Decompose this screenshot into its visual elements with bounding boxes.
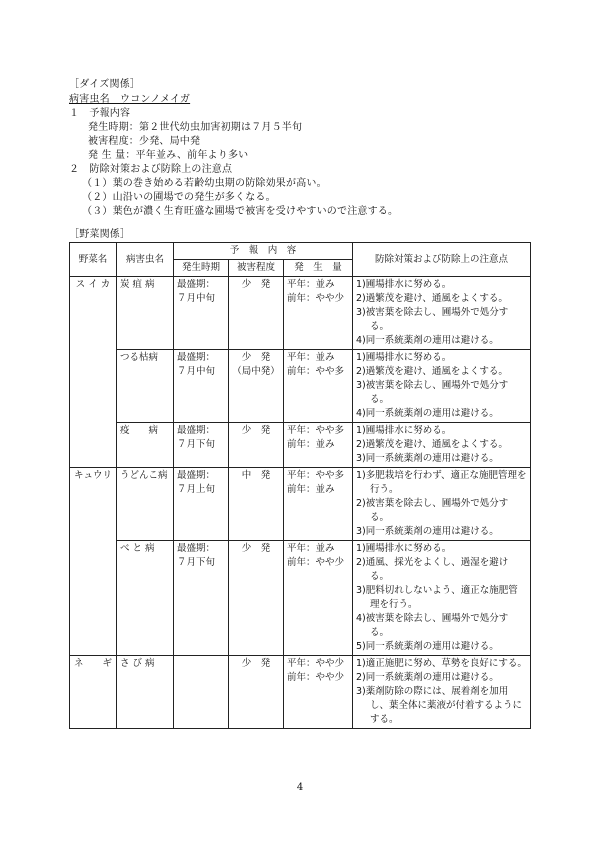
crop-name: ネ ギ — [73, 658, 112, 669]
damage-level-cell — [229, 350, 284, 423]
control-measures-list — [356, 469, 527, 539]
occurrence-amount: 前年：並み — [287, 484, 335, 495]
occurrence-timing: ７月中旬 — [177, 366, 216, 377]
header-measures: 防除対策および防除上の注意点 — [353, 243, 531, 277]
occurrence-amount-cell — [284, 541, 353, 656]
control-measure-item: 3)被害葉を除去し、圃場外で処分する。 — [356, 307, 509, 332]
control-measures-cell — [353, 656, 531, 729]
occurrence-timing: 最盛期： — [177, 279, 216, 290]
damage-level: 中 発 — [241, 470, 271, 481]
damage-level-cell — [229, 541, 284, 656]
occurrence-timing: 最盛期： — [177, 543, 216, 554]
control-measure-item: 3)薬剤防除の際には、展着剤を加用し、葉全体に薬液が付着するようにする。 — [356, 686, 523, 725]
control-measure-item: 3)被害葉を除去し、圃場外で処分する。 — [356, 380, 509, 405]
forecast-item: 被害程度：少発、局中発 — [88, 136, 201, 147]
control-measure-item: 2)過繁茂を避け、通風をよくする。 — [356, 293, 508, 304]
occurrence-timing: 最盛期： — [177, 352, 216, 363]
pest-name: つる枯病 — [120, 352, 159, 363]
control-measure-item: 2)同一系統薬剤の連用は避ける。 — [356, 672, 499, 683]
control-measures-cell — [353, 541, 531, 656]
damage-level: 少 発 — [241, 543, 271, 554]
occurrence-timing: 最盛期： — [177, 425, 216, 436]
pest-name-cell — [117, 541, 174, 656]
pest-name-cell — [117, 468, 174, 541]
occurrence-amount: 平年：並み — [287, 279, 335, 290]
control-measure-item: 5)同一系統薬剤の連用は避ける。 — [356, 641, 499, 652]
control-measures-list — [356, 542, 527, 654]
control-measure-item: 4)被害葉を除去し、圃場外で処分する。 — [356, 613, 509, 638]
crop-name-cell — [70, 277, 117, 468]
occurrence-amount-cell — [284, 468, 353, 541]
occurrence-timing-cell — [174, 423, 229, 468]
control-measure-item: 1)圃場排水に努める。 — [356, 543, 452, 554]
soybean-section-title: ［ダイズ関係］ — [69, 79, 141, 90]
control-measure-item: 3)同一系統薬剤の連用は避ける。 — [356, 453, 499, 464]
occurrence-amount-cell — [284, 277, 353, 350]
occurrence-amount: 平年：やや多 — [287, 425, 345, 436]
control-measure-item: 3)肥料切れしないよう、適正な施肥管理を行う。 — [356, 585, 518, 610]
pest-name: うどんこ病 — [120, 470, 168, 481]
table-row — [70, 541, 531, 656]
table-row — [70, 468, 531, 541]
table-header-row — [70, 243, 531, 260]
forecast-heading: １ 予報内容 — [69, 108, 131, 119]
pest-name-cell — [117, 423, 174, 468]
occurrence-timing: 最盛期： — [177, 470, 216, 481]
control-measure-item: 1)多肥栽培を行わず、適正な施肥管理を行う。 — [356, 470, 527, 495]
header-amount: 発 生 量 — [284, 260, 353, 277]
damage-level: 少 発 — [241, 352, 271, 363]
occurrence-timing-cell — [174, 541, 229, 656]
occurrence-timing-cell — [174, 656, 229, 729]
control-item: （１）葉の巻き始める若齢幼虫期の防除効果が高い。 — [82, 178, 327, 189]
page-number: 4 — [296, 782, 304, 793]
control-measures-list — [356, 424, 527, 466]
forecast-item: 発生時期：第２世代幼虫加害初期は７月５半旬 — [88, 122, 303, 133]
damage-level-cell — [229, 277, 284, 350]
occurrence-timing-cell — [174, 468, 229, 541]
vegetable-section-title: ［野菜関係］ — [69, 229, 131, 240]
control-measures-list — [356, 657, 527, 727]
pest-name-cell — [117, 350, 174, 423]
control-measures-cell — [353, 423, 531, 468]
occurrence-amount: 平年：やや少 — [287, 658, 345, 669]
occurrence-timing: ７月下旬 — [177, 439, 216, 450]
pest-name: 炭 疽 病 — [120, 279, 155, 290]
damage-level-cell — [229, 656, 284, 729]
occurrence-amount-cell — [284, 423, 353, 468]
header-damage: 被害程度 — [229, 260, 284, 277]
damage-level-cell — [229, 468, 284, 541]
occurrence-timing: ７月中旬 — [177, 293, 216, 304]
damage-level: 少 発 — [241, 658, 271, 669]
occurrence-amount-cell — [284, 350, 353, 423]
pest-name: べ と 病 — [120, 543, 155, 554]
crop-name: キュウリ — [73, 470, 112, 481]
occurrence-amount: 前年：やや少 — [287, 293, 345, 304]
vegetable-forecast-table — [69, 242, 531, 729]
table-row — [70, 350, 531, 423]
occurrence-amount-cell — [284, 656, 353, 729]
occurrence-amount: 平年：並み — [287, 543, 335, 554]
control-item: （３）葉色が濃く生育旺盛な圃場で被害を受けやすいので注意する。 — [82, 206, 399, 217]
control-measure-item: 4)同一系統薬剤の連用は避ける。 — [356, 408, 499, 419]
control-measures-cell — [353, 277, 531, 350]
control-measures-list — [356, 278, 527, 348]
forecast-item: 発 生 量：平年並み、前年より多い — [88, 150, 249, 161]
table-row — [70, 656, 531, 729]
control-measures-cell — [353, 468, 531, 541]
damage-level-cell — [229, 423, 284, 468]
occurrence-amount: 平年：並み — [287, 352, 335, 363]
control-measure-item: 2)過繁茂を避け、通風をよくする。 — [356, 366, 508, 377]
header-pest: 病害虫名 — [117, 243, 174, 277]
damage-level: （局中発） — [232, 366, 280, 377]
occurrence-timing-cell — [174, 277, 229, 350]
control-measure-item: 3)同一系統薬剤の連用は避ける。 — [356, 526, 499, 537]
pest-name-cell — [117, 277, 174, 350]
table-row — [70, 423, 531, 468]
crop-name: ス イ カ — [75, 279, 111, 290]
damage-level: 少 発 — [241, 425, 271, 436]
occurrence-amount: 前年：やや少 — [287, 672, 345, 683]
occurrence-amount: 前年：やや少 — [287, 557, 345, 568]
header-timing: 発生時期 — [174, 260, 229, 277]
header-crop: 野菜名 — [70, 243, 117, 277]
control-measure-item: 2)通風、採光をよくし、過湿を避ける。 — [356, 557, 509, 582]
occurrence-amount: 前年：やや多 — [287, 366, 345, 377]
pest-name: 疫 病 — [120, 425, 159, 436]
pest-name: さ び 病 — [120, 658, 155, 669]
control-heading: ２ 防除対策および防除上の注意点 — [69, 164, 233, 175]
occurrence-amount: 前年：並み — [287, 439, 335, 450]
control-measure-item: 1)圃場排水に努める。 — [356, 352, 452, 363]
crop-name-cell — [70, 468, 117, 656]
occurrence-amount: 平年：やや多 — [287, 470, 345, 481]
control-measure-item: 1)圃場排水に努める。 — [356, 425, 452, 436]
control-measures-list — [356, 351, 527, 421]
control-item: （２）山沿いの圃場での発生が多くなる。 — [82, 192, 276, 203]
control-measure-item: 1)適正施肥に努め、草勢を良好にする。 — [356, 658, 527, 669]
control-measures-cell — [353, 350, 531, 423]
control-measure-item: 2)被害葉を除去し、圃場外で処分する。 — [356, 498, 509, 523]
control-measure-item: 1)圃場排水に努める。 — [356, 279, 452, 290]
pest-name-cell — [117, 656, 174, 729]
table-row — [70, 277, 531, 350]
control-measure-item: 4)同一系統薬剤の連用は避ける。 — [356, 335, 499, 346]
occurrence-timing: ７月上旬 — [177, 484, 216, 495]
occurrence-timing-cell — [174, 350, 229, 423]
header-forecast-group: 予 報 内 容 — [174, 243, 353, 260]
occurrence-timing: ７月下旬 — [177, 557, 216, 568]
soybean-pest-name: 病害虫名 ウコンノメイガ — [69, 94, 191, 105]
damage-level: 少 発 — [241, 279, 271, 290]
crop-name-cell — [70, 656, 117, 729]
control-measure-item: 2)過繁茂を避け、通風をよくする。 — [356, 439, 508, 450]
